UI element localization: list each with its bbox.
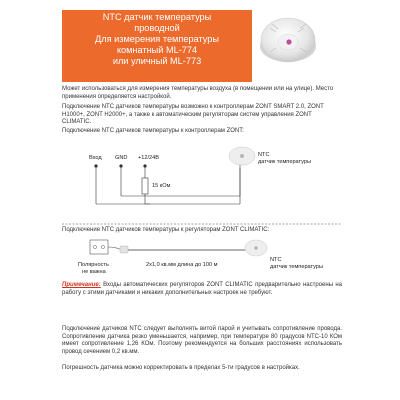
controllers-paragraph: Подключение NTC датчиков температуры возможно к контроллерам ZONT SMART 2.0, ZONT H1000+, ZONT H2000+, а также к автоматическим регуляторам систем управления ZONT CLIMATIC.: [62, 104, 324, 126]
power-label: +12/24В: [138, 155, 159, 161]
polarity-label: не важна: [82, 269, 106, 275]
title-line: Для измерения температуры: [95, 34, 219, 44]
title-line: проводной: [134, 23, 180, 33]
sensor-label: датчик температуры: [270, 264, 324, 270]
input-label: Вход: [89, 155, 102, 161]
note-text: Входы автоматических регуляторов ZONT CLIMATIC предварительно настроены на работу с этими датчиками и никаких дополнительных настроек не требуют.: [62, 282, 342, 296]
intro-paragraph: Может использоваться для измерения температуры воздуха (в помещении или на улице). Место применения определяется настройкой.: [62, 86, 334, 100]
cable-label: 2х1,0 кв.мм длина до 100 м: [146, 262, 218, 268]
title-line: комнатный ML-774: [116, 45, 198, 55]
power-terminal: [143, 164, 146, 167]
ntc-sensor-icon: [229, 147, 255, 165]
input-terminal: [94, 164, 97, 167]
title-line: NTC датчик температуры: [102, 12, 212, 22]
section2-title: Подключение NTC датчиков температуры к регуляторам ZONT CLIMATIC:: [62, 227, 270, 233]
wiring-advice-paragraph: Подключение датчиков NTC следует выполнять витой парой и учитывать сопротивление провода. Сопротивление датчика резко уменьшается, например, при температуре 80 градусов NTC-10 КОм имеет сопротивление 1,26 КОм. Поэтому рекомендуется на больших расстояниях использовать провод сечением 0,2 кв.мм.: [62, 326, 342, 355]
section1-title: Подключение NTC датчиков температуры к контроллерам ZONT:: [62, 128, 244, 134]
sensor-label: датчик температуры: [258, 159, 312, 165]
connector-icon: [90, 240, 108, 254]
calibration-paragraph: Погрешность датчика можно корректировать в пределах 5-ти градусов в настройках.: [62, 365, 300, 371]
note-key: Примечание:: [62, 282, 101, 288]
title-line: или уличный ML-773: [112, 56, 202, 66]
gnd-terminal: [119, 164, 122, 167]
wiring-diagram-climatic: [90, 240, 267, 256]
sensor-label: NTC: [270, 257, 282, 263]
gnd-label: GND: [115, 155, 128, 161]
note-paragraph: [62, 282, 342, 297]
resistor-label: 15 кОм: [152, 183, 171, 189]
sensor-label: NTC: [258, 152, 270, 158]
polarity-label: Полярность: [78, 262, 109, 268]
